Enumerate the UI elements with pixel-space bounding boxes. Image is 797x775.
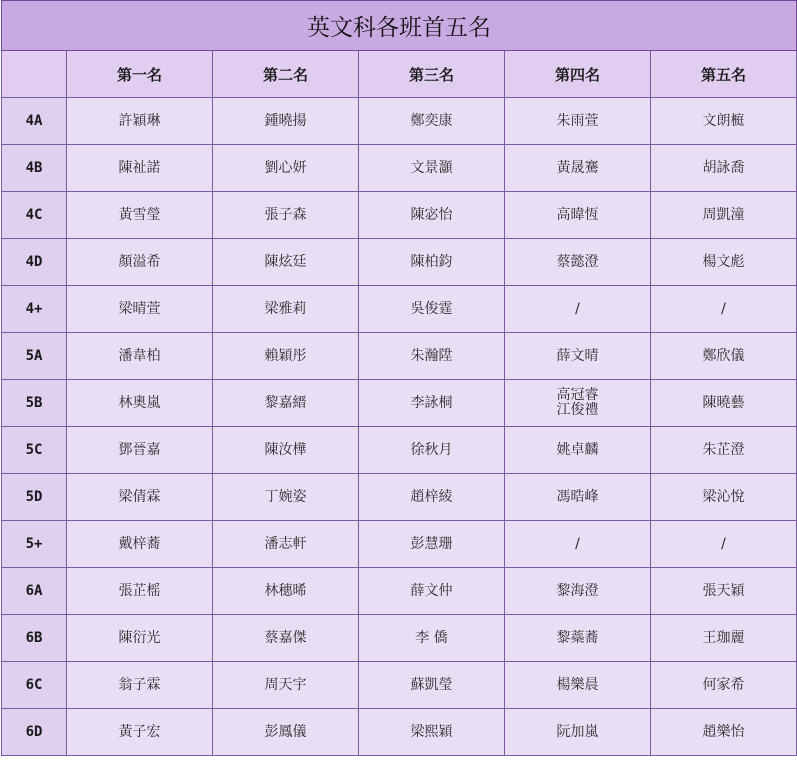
student-name: 朱雨萱 — [556, 112, 599, 129]
title-row — [2, 1, 797, 51]
class-label: 5D — [2, 474, 67, 521]
table-row — [2, 380, 797, 427]
student-name-cell — [505, 239, 651, 286]
student-name-cell — [67, 98, 213, 145]
student-name: 高冠睿 — [556, 387, 599, 403]
class-label: 6B — [2, 615, 67, 662]
student-name: 江俊禮 — [556, 402, 599, 418]
student-name-cell — [213, 662, 359, 709]
student-name: 彭鳳儀 — [264, 723, 307, 740]
student-name-cell — [359, 662, 505, 709]
student-name: 徐秋月 — [410, 441, 453, 458]
class-label: 4B — [2, 145, 67, 192]
student-name-cell — [67, 521, 213, 568]
student-name: 賴穎彤 — [264, 347, 307, 364]
student-name: 林穗晞 — [264, 582, 307, 599]
student-name-cell — [67, 145, 213, 192]
student-name: 黃晟騫 — [556, 159, 599, 176]
student-name: 趙樂怡 — [702, 723, 745, 740]
student-name: 吳俊霆 — [410, 300, 453, 317]
student-name-cell — [505, 662, 651, 709]
column-header-4: 第四名 — [505, 51, 651, 98]
student-name: 鄧晉嘉 — [118, 441, 161, 458]
student-name: 楊樂晨 — [556, 676, 599, 693]
class-label: 6A — [2, 568, 67, 615]
student-name-cell — [651, 192, 797, 239]
student-name: 劉心妍 — [264, 159, 307, 176]
class-label: 4D — [2, 239, 67, 286]
student-name-cell — [651, 286, 797, 333]
table-row — [2, 145, 797, 192]
student-name-cell — [505, 474, 651, 521]
student-name: 鄭奕康 — [410, 112, 453, 129]
student-name: 陳祉諾 — [118, 159, 161, 176]
student-name: 梁雅莉 — [264, 300, 307, 317]
table-row — [2, 568, 797, 615]
student-name-cell — [67, 568, 213, 615]
student-name: 梁熙穎 — [410, 723, 453, 740]
student-name: 蘇凱瑩 — [410, 676, 453, 693]
student-name-cell — [505, 192, 651, 239]
student-name: 黎蘂蕎 — [556, 629, 599, 646]
student-name-cell — [67, 615, 213, 662]
student-name-cell — [213, 427, 359, 474]
student-name-cell — [505, 333, 651, 380]
student-name-cell — [213, 192, 359, 239]
student-name: 鄭欣儀 — [702, 347, 745, 364]
class-label: 5B — [2, 380, 67, 427]
top-five-table — [1, 0, 797, 756]
student-name: / — [575, 300, 580, 317]
table-row — [2, 333, 797, 380]
student-name: 梁晴萱 — [118, 300, 161, 317]
student-name-cell — [67, 380, 213, 427]
student-name: 朱瀚陞 — [410, 347, 453, 364]
student-name-cell — [651, 615, 797, 662]
student-name-cell — [213, 145, 359, 192]
student-name: 朱芷澄 — [702, 441, 745, 458]
student-name-cell — [359, 474, 505, 521]
column-header-3: 第三名 — [359, 51, 505, 98]
student-name: 陳曉藝 — [702, 394, 745, 411]
student-name: 張天穎 — [702, 582, 745, 599]
student-name-cell — [213, 98, 359, 145]
student-name-cell — [213, 521, 359, 568]
student-name: 周天宇 — [264, 676, 307, 693]
student-name: 馮晧峰 — [556, 488, 599, 505]
student-name-cell — [505, 145, 651, 192]
student-name-cell — [213, 333, 359, 380]
student-name-cell — [213, 615, 359, 662]
student-name: 潘韋柏 — [118, 347, 161, 364]
table-row — [2, 662, 797, 709]
table-title: 英文科各班首五名 — [2, 1, 797, 51]
student-name: 黃子宏 — [118, 723, 161, 740]
student-name: 林奧嵐 — [118, 394, 161, 411]
student-name: 彭慧珊 — [410, 535, 453, 552]
student-name-cell — [359, 333, 505, 380]
student-name: 梁沁悅 — [702, 488, 745, 505]
student-name-cell — [505, 521, 651, 568]
class-label: 4A — [2, 98, 67, 145]
table-row — [2, 286, 797, 333]
student-name-cell — [651, 662, 797, 709]
student-name-cell — [359, 615, 505, 662]
student-name: 周凱潼 — [702, 206, 745, 223]
student-name: 張芷榣 — [118, 582, 161, 599]
student-name-cell — [213, 286, 359, 333]
student-name: 丁婉姿 — [264, 488, 307, 505]
student-name-cell — [359, 521, 505, 568]
student-name: 文景灝 — [410, 159, 453, 176]
student-name-cell — [651, 709, 797, 756]
table-row — [2, 709, 797, 756]
table-row — [2, 474, 797, 521]
student-name: 阮加嵐 — [556, 723, 599, 740]
student-name-cell — [359, 98, 505, 145]
student-name: 王珈麗 — [702, 629, 745, 646]
table-row — [2, 239, 797, 286]
student-name: 陳柏鈞 — [410, 253, 453, 270]
student-name: / — [575, 535, 580, 552]
student-name-cell — [67, 286, 213, 333]
student-name-cell — [67, 192, 213, 239]
class-label: 4+ — [2, 286, 67, 333]
student-name-cell — [67, 474, 213, 521]
student-name-cell — [359, 568, 505, 615]
student-name-cell — [359, 286, 505, 333]
student-name: 姚卓麟 — [556, 441, 599, 458]
student-name-cell — [651, 145, 797, 192]
student-name: 翁子霖 — [118, 676, 161, 693]
student-name: 李詠桐 — [410, 394, 453, 411]
student-name-cell — [359, 145, 505, 192]
student-name: 鍾曉揚 — [264, 112, 307, 129]
table-row — [2, 192, 797, 239]
student-name-cell — [67, 239, 213, 286]
student-name: 許穎琳 — [118, 112, 161, 129]
student-name-cell — [213, 239, 359, 286]
student-name-cell — [651, 568, 797, 615]
student-name-cell — [359, 380, 505, 427]
student-name: 蔡懿澄 — [556, 253, 599, 270]
student-name-cell — [651, 427, 797, 474]
student-name: / — [721, 535, 726, 552]
table-row — [2, 427, 797, 474]
student-name: 戴梓蕎 — [118, 535, 161, 552]
corner-cell — [2, 51, 67, 98]
student-name-cell — [213, 568, 359, 615]
student-name: 顏溢希 — [118, 253, 161, 270]
student-name: 黃雪瑩 — [118, 206, 161, 223]
student-name: 陳宓怡 — [410, 206, 453, 223]
student-name-cell — [67, 662, 213, 709]
student-name-cell — [651, 474, 797, 521]
student-name-cell — [651, 239, 797, 286]
class-label: 4C — [2, 192, 67, 239]
student-name: 薛文仲 — [410, 582, 453, 599]
student-name: 趙梓綾 — [410, 488, 453, 505]
student-name-cell — [651, 521, 797, 568]
class-label: 5+ — [2, 521, 67, 568]
table-row — [2, 521, 797, 568]
student-name-cell — [67, 709, 213, 756]
column-header-1: 第一名 — [67, 51, 213, 98]
student-name: 李 僑 — [415, 629, 448, 646]
table-row — [2, 98, 797, 145]
student-name: 陳衍光 — [118, 629, 161, 646]
student-name: 胡詠喬 — [702, 159, 745, 176]
student-name-cell — [505, 98, 651, 145]
table-body — [2, 98, 797, 756]
student-name: 張子森 — [264, 206, 307, 223]
student-name: 黎嘉縉 — [264, 394, 307, 411]
class-label: 5A — [2, 333, 67, 380]
student-name-cell — [505, 615, 651, 662]
table-row — [2, 615, 797, 662]
student-name-cell — [213, 380, 359, 427]
class-label: 6C — [2, 662, 67, 709]
student-name-cell — [359, 709, 505, 756]
student-name-cell — [505, 380, 651, 427]
student-name-cell — [67, 427, 213, 474]
student-name-cell — [359, 427, 505, 474]
student-name-cell — [213, 709, 359, 756]
student-name: 黎海澄 — [556, 582, 599, 599]
student-name: 梁倩霖 — [118, 488, 161, 505]
student-name-cell — [359, 192, 505, 239]
class-label: 6D — [2, 709, 67, 756]
student-name: 陳炫廷 — [264, 253, 307, 270]
student-name-cell — [505, 709, 651, 756]
student-name: 高暐恆 — [556, 206, 599, 223]
student-name-cell — [505, 427, 651, 474]
student-name: 何家希 — [702, 676, 745, 693]
student-name: 薛文晴 — [556, 347, 599, 364]
student-name-cell — [213, 474, 359, 521]
student-name: 蔡嘉傑 — [264, 629, 307, 646]
student-name-cell — [651, 380, 797, 427]
student-name-cell — [651, 98, 797, 145]
student-name: 潘志軒 — [264, 535, 307, 552]
student-name: / — [721, 300, 726, 317]
column-header-5: 第五名 — [651, 51, 797, 98]
header-row — [2, 51, 797, 98]
student-name-cell — [67, 333, 213, 380]
student-name: 陳汝樺 — [264, 441, 307, 458]
student-name-cell — [359, 239, 505, 286]
student-name: 文朗榳 — [702, 112, 745, 129]
student-name-cell — [505, 286, 651, 333]
column-header-2: 第二名 — [213, 51, 359, 98]
student-name-cell — [651, 333, 797, 380]
student-name-cell — [505, 568, 651, 615]
student-name: 楊文彪 — [702, 253, 745, 270]
class-label: 5C — [2, 427, 67, 474]
